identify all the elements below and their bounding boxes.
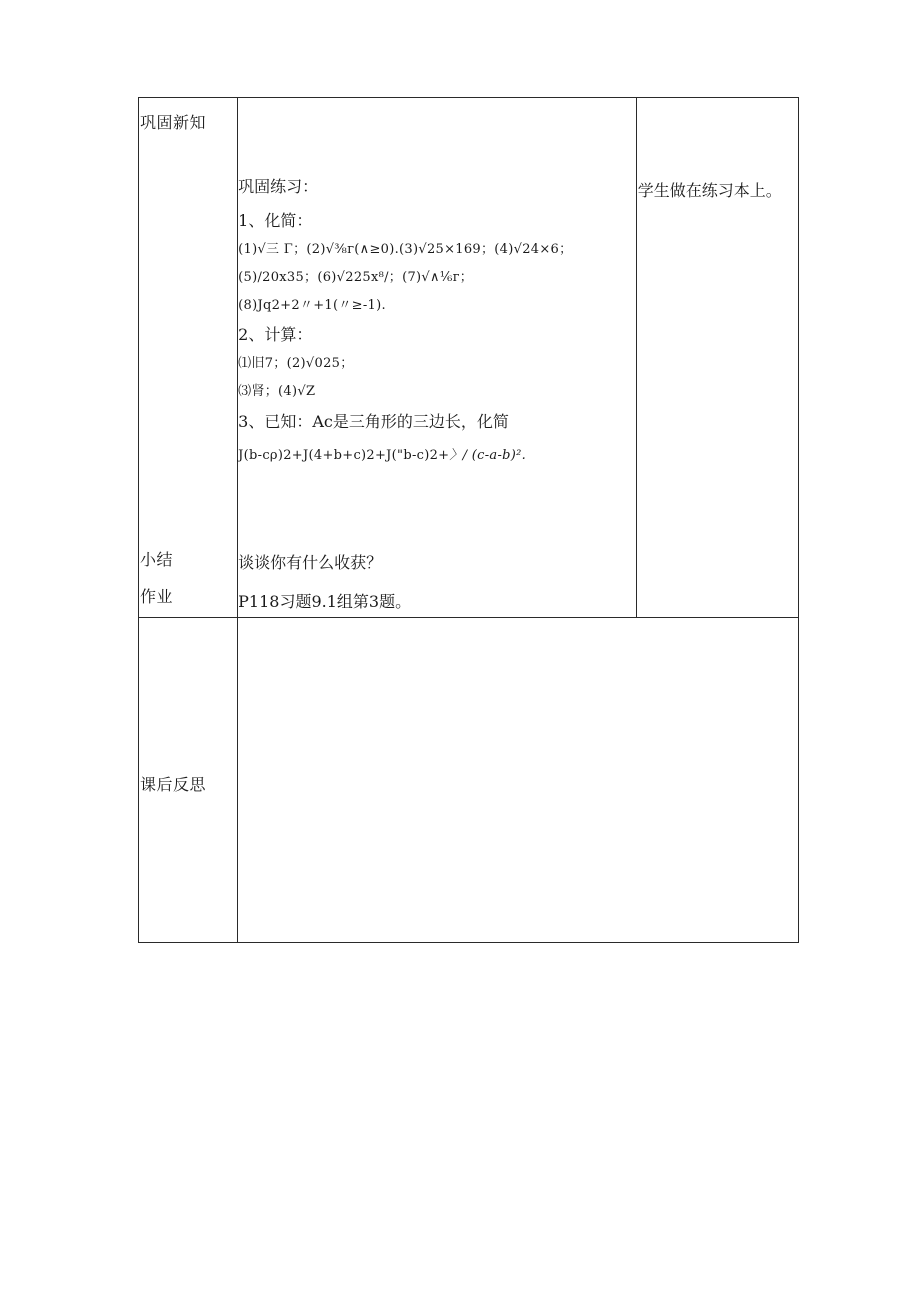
reflection-label: 课后反思 xyxy=(140,775,207,794)
practice-row xyxy=(139,98,799,618)
question-1-title: 1、化简： xyxy=(238,211,313,230)
practice-content-cell xyxy=(238,98,637,618)
question-1-line-1: (1)√三 Γ；(2)√⅜ᴦ(∧≥0).(3)√25×169；(4)√24×6； xyxy=(238,242,573,257)
practice-title: 巩固练习： xyxy=(238,177,319,196)
reflection-label-cell xyxy=(139,618,238,943)
question-1-line-2: (5)/20x35；(6)√225x⁸/；(7)√∧⅙ᴦ； xyxy=(238,270,474,285)
reflection-content-cell xyxy=(238,618,799,943)
question-3-formula-tail: 〉/ (c-a-b)². xyxy=(449,448,527,463)
question-3-formula xyxy=(238,444,526,463)
consolidate-label: 巩固新知 xyxy=(140,113,207,132)
question-2-title: 2、计算： xyxy=(238,325,313,344)
question-3-title: 3、已知：Ac是三角形的三边长，化简 xyxy=(238,412,509,431)
question-2-line-2: ⑶肾；(4)√Z xyxy=(238,384,316,399)
question-2-line-1: ⑴旧7；(2)√025； xyxy=(238,356,354,371)
summary-text: 谈谈你有什么收获？ xyxy=(238,553,383,572)
student-note-cell xyxy=(636,98,798,618)
student-note: 学生做在练习本上。 xyxy=(637,181,782,200)
lesson-plan-table xyxy=(138,97,799,943)
homework-text: P118习题9.1组第3题。 xyxy=(238,592,412,611)
question-1-line-3: (8)Jq2+2〃+1(〃≥-1). xyxy=(238,298,386,313)
summary-label: 小结 xyxy=(140,550,174,569)
question-3-formula-main: J(b-cρ)2+J(4+b+c)2+J("b-c)2+ xyxy=(238,448,450,463)
left-label-cell xyxy=(139,98,238,618)
reflection-row xyxy=(139,618,799,943)
homework-label: 作业 xyxy=(140,587,174,606)
